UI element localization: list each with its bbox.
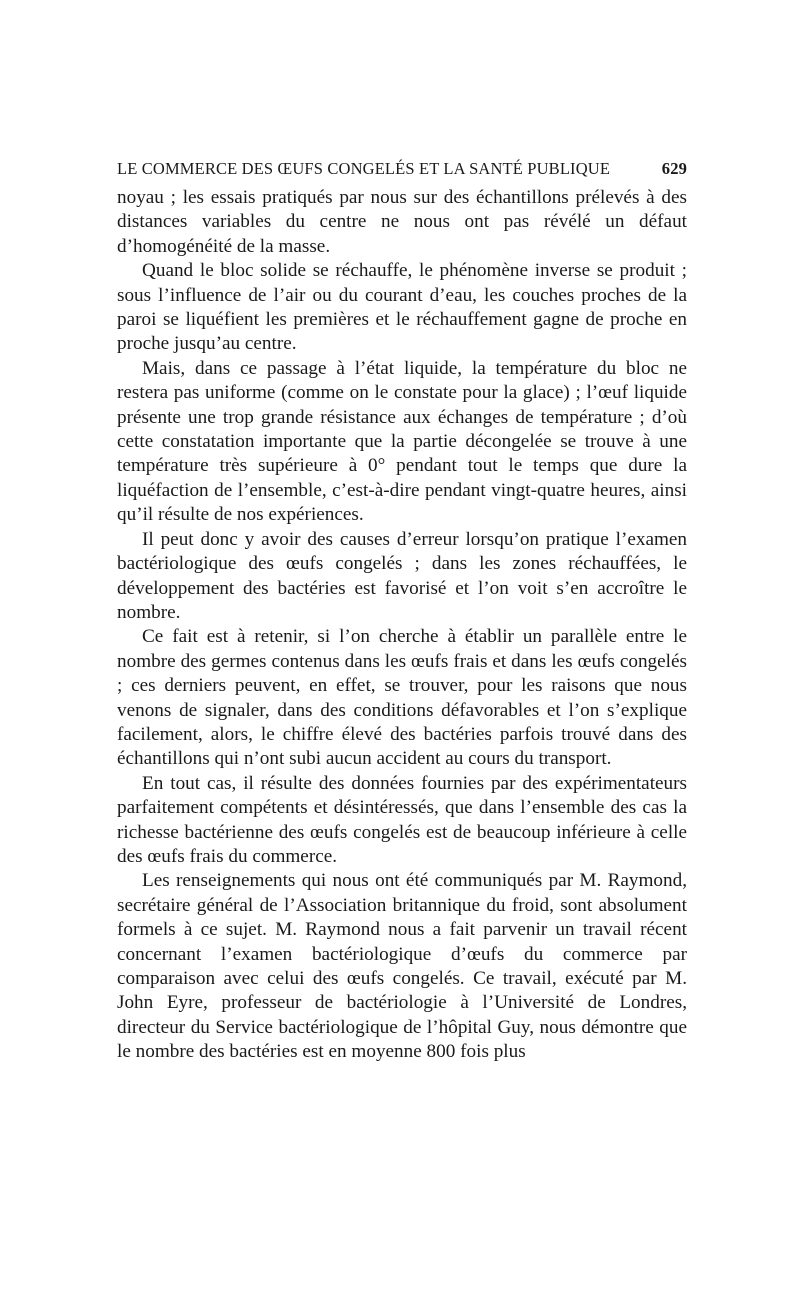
- paragraph: Ce fait est à retenir, si l’on cherche à établir un parallèle entre le nombre des germes contenus dans les œufs frais et dans les œufs congelés ; ces derniers peuvent, en effet, se trouver, pour les raisons que nous venons de signaler, dans des conditions défavorables et l’on s’explique facilement, alors, le chiffre élevé des bactéries parfois trouvé dans des échantillons qui n’ont subi aucun accident au cours du transport.: [117, 626, 687, 770]
- running-title: LE COMMERCE DES ŒUFS CONGELÉS ET LA SANTÉ PUBLIQUE: [117, 159, 611, 178]
- paragraph: Il peut donc y avoir des causes d’erreur lorsqu’on pratique l’examen bactériologique des œufs congelés ; dans les zones réchauffées, le développement des bactéries est favorisé et l’on voit s’en accroître le nombre.: [117, 528, 687, 623]
- paragraph-continued: noyau ; les essais pratiqués par nous sur des échantillons prélevés à des distances variables du centre ne nous ont pas révélé un défaut d’homogénéité de la masse.: [117, 187, 687, 257]
- page-number: 629: [661, 159, 687, 178]
- body-text: [117, 186, 687, 1065]
- running-head: [117, 152, 687, 186]
- book-page: [117, 152, 687, 1065]
- paragraph: En tout cas, il résulte des données fournies par des expérimentateurs parfaitement compétents et désintéressés, que dans l’ensemble des cas la richesse bactérienne des œufs congelés est de beaucoup inférieure à celle des œufs frais du commerce.: [117, 772, 687, 867]
- paragraph: Quand le bloc solide se réchauffe, le phénomène inverse se produit ; sous l’influence de l’air ou du courant d’eau, les couches proches de la paroi se liquéfient les premières et le réchauffement gagne de proche en proche jusqu’au centre.: [117, 260, 687, 355]
- paragraph-continues: Les renseignements qui nous ont été communiqués par M. Raymond, secrétaire général de l’Association britannique du froid, sont absolument formels à ce sujet. M. Raymond nous a fait parvenir un travail récent concernant l’examen bactériologique d’œufs du commerce par comparaison avec celui des œufs congelés. Ce travail, exécuté par M. John Eyre, professeur de bactériologie à l’Université de Londres, directeur du Service bactériologique de l’hôpital Guy, nous démontre que le nombre des bactéries est en moyenne 800 fois plus: [117, 870, 687, 1063]
- paragraph: Mais, dans ce passage à l’état liquide, la température du bloc ne restera pas uniforme (comme on le constate pour la glace) ; l’œuf liquide présente une trop grande résistance aux échanges de température ; d’où cette constatation importante que la partie décongelée se trouve à une température très supérieure à 0° pendant tout le temps que dure la liquéfaction de l’ensemble, c’est-à-dire pendant vingt-quatre heures, ainsi qu’il résulte de nos expériences.: [117, 357, 687, 526]
